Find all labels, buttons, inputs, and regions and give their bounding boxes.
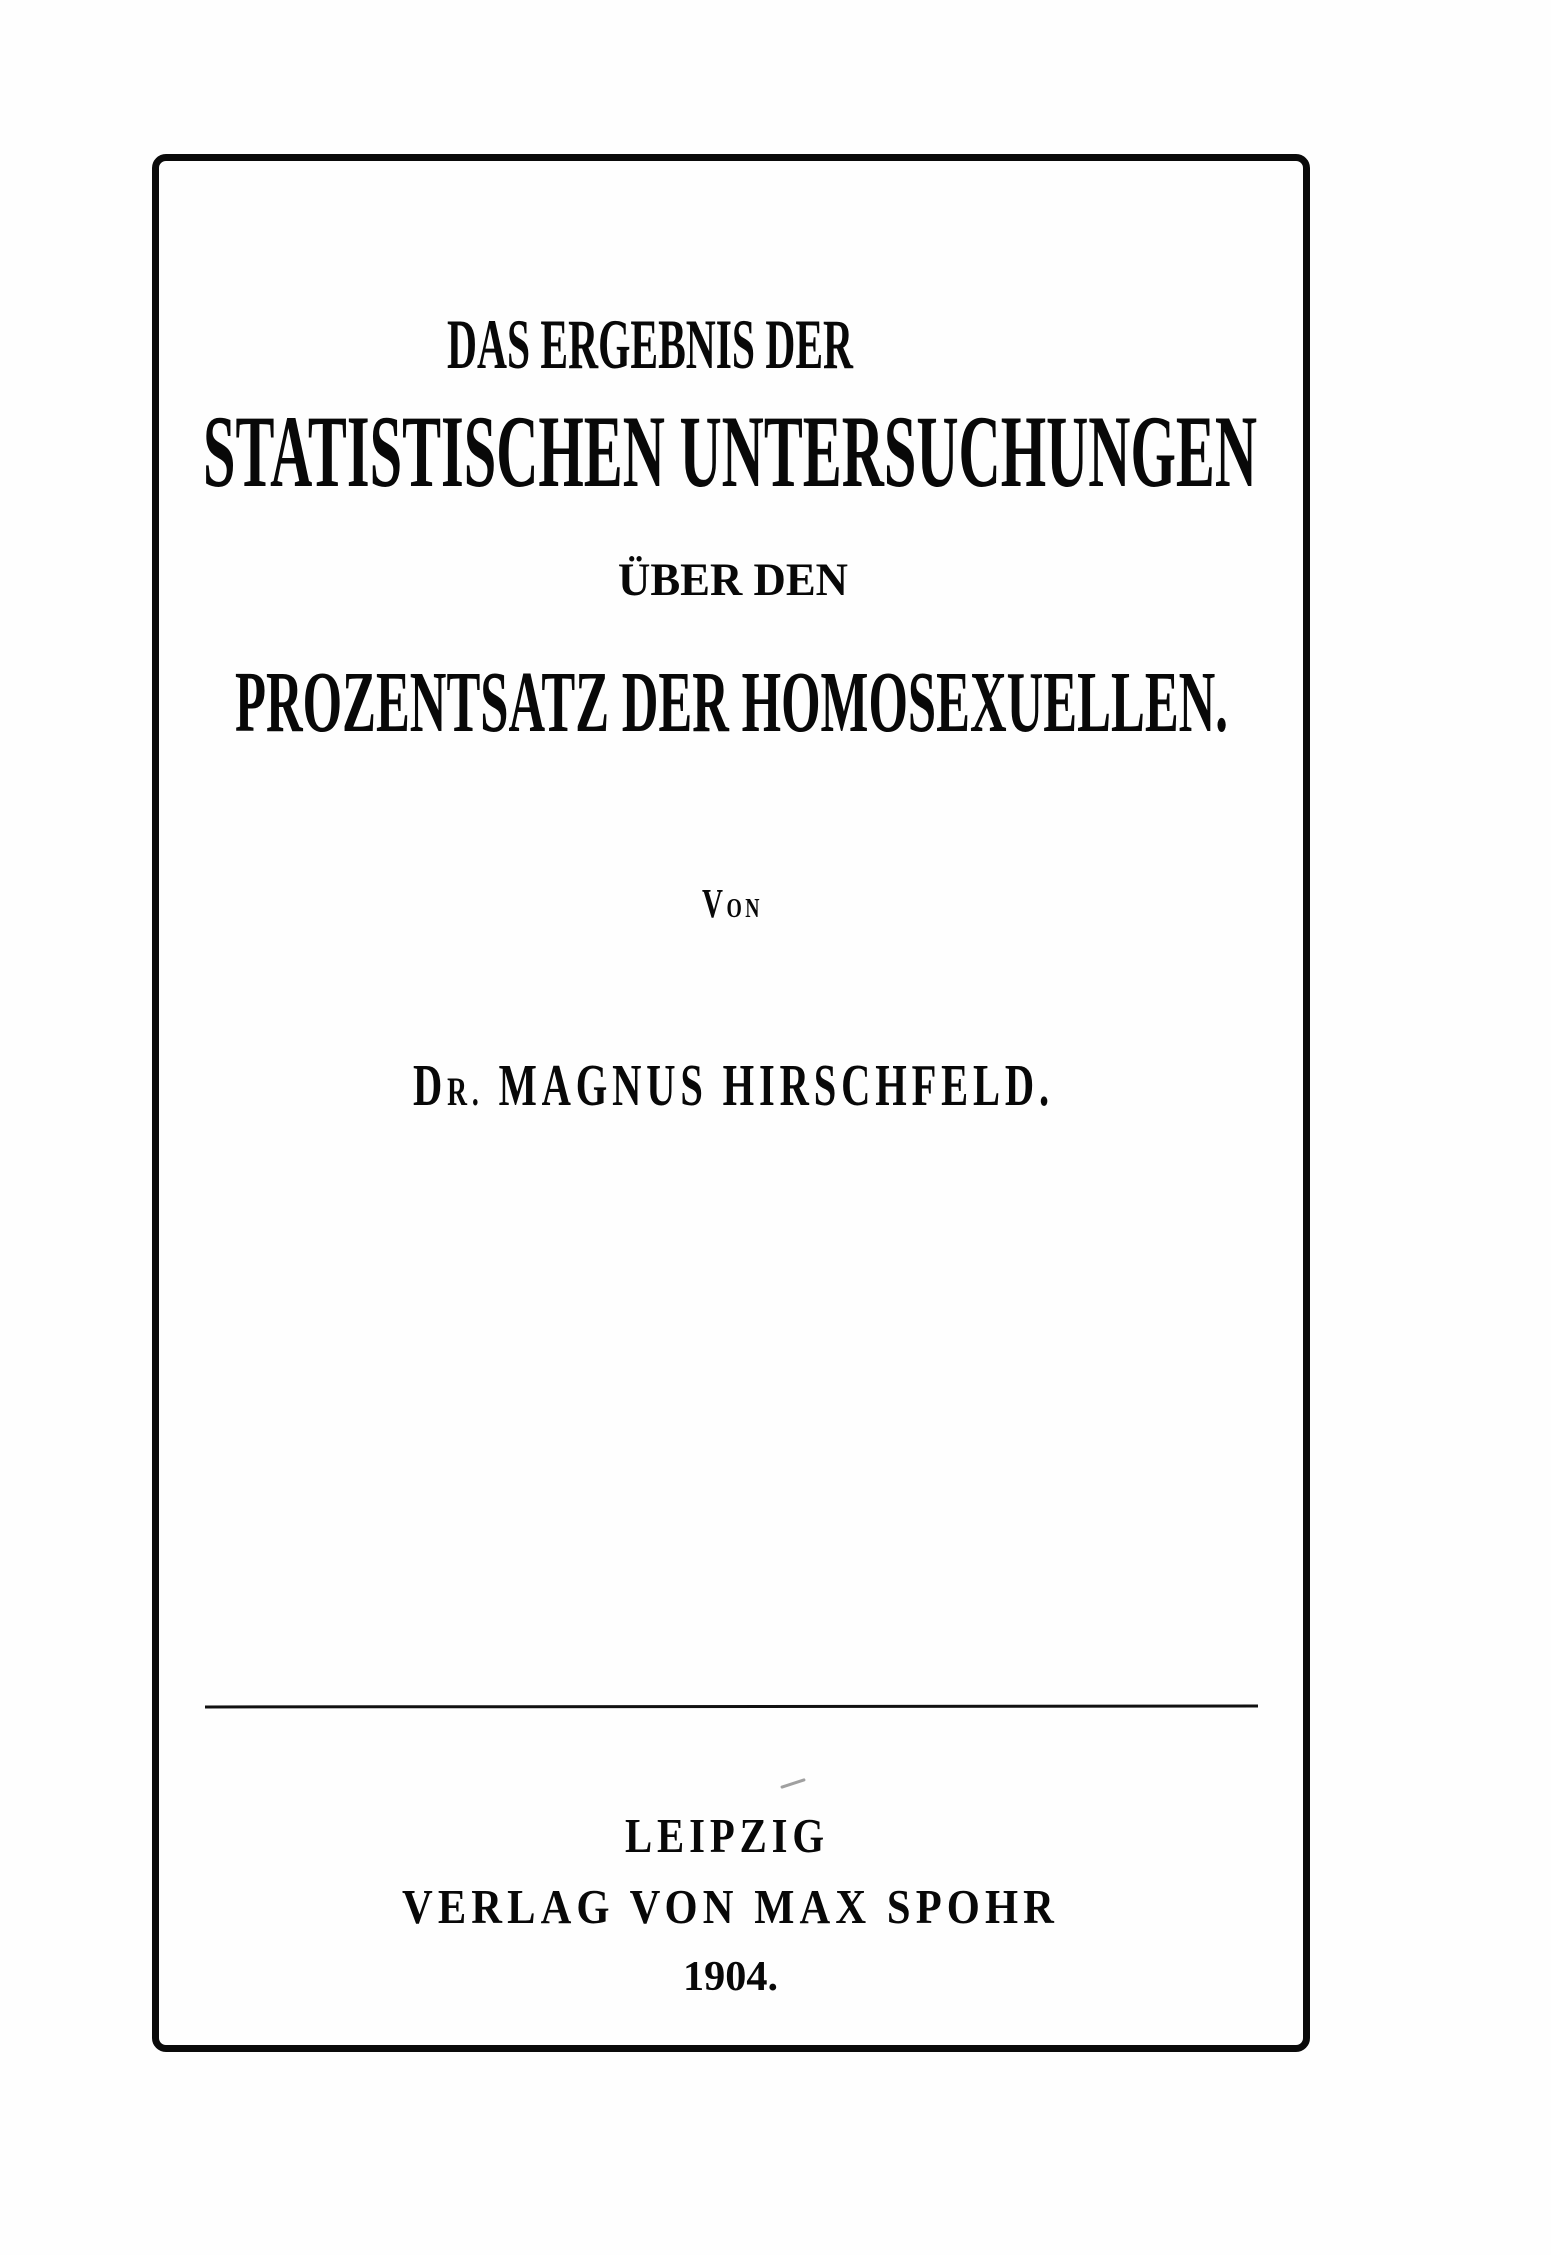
title-line-3: ÜBER DEN [618,554,848,607]
title-line-4: PROZENTSATZ DER HOMOSEXUELLEN. [235,653,1228,750]
imprint-publisher: VERLAG VON MAX SPOHR [402,1880,1059,1934]
imprint-city: LEIPZIG [625,1809,829,1863]
author-title-small: R. [447,1068,484,1114]
byline-von-small: ON [726,893,763,925]
imprint-year: 1904. [683,1953,778,2001]
author-title-cap: D [413,1051,448,1118]
title-line-1: DAS ERGEBNIS DER [447,306,853,385]
byline-von [702,881,763,927]
author-full-name: MAGNUS HIRSCHFELD. [498,1051,1054,1118]
title-line-2: STATISTISCHEN UNTERSUCHUNGEN [203,395,1257,510]
author-name [413,1051,1054,1118]
byline-von-cap: V [702,881,727,927]
